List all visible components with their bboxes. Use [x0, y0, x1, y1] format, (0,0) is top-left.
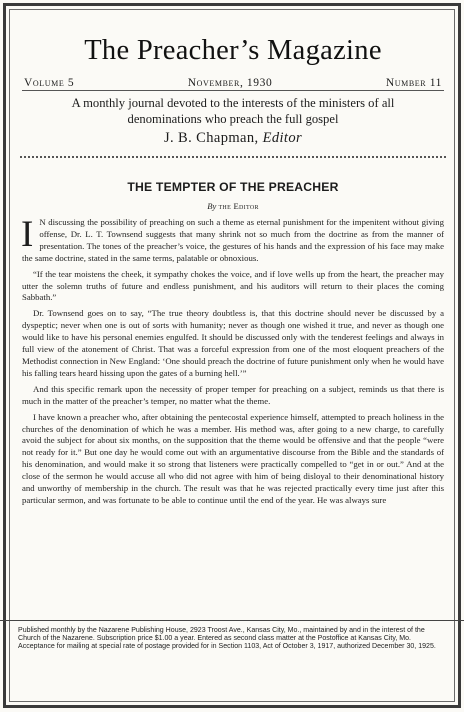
article-paragraph: I have known a preacher who, after obtaining the pentecostal experience himself, attempted to preach holiness in the churches of the denomination of which he was a member. His method was, after going to a new charge, to carefully avoid the subject for about six months, on the supposition that the theme would be offensive and that the people “were not ready for it.” But one day he would come out with an argumentative discourse from the Bible and the standards of his denomination, and would make it so strong that listeners were practically compelled to “get in or out.” And at the close of the sermon he would accuse all who did not agree with him of being disloyal to their denominational history and unworthy of membership in the church. The result was that he was rejected practically every time just after this particular sermon, and was fortunate to be able to continue until the end of the year. He was always sure: [22, 411, 444, 505]
byline-author: the Editor: [218, 201, 259, 211]
article-title: THE TEMPTER OF THE PREACHER: [127, 180, 339, 194]
article-paragraph: “If the tear moistens the cheek, it sympathy chokes the voice, and if love wells up from the heart, the preacher may utter the solemn truths of future and endless punishment, and his auditors will return to their places the coming Sabbath.”: [22, 268, 444, 303]
paragraph-text: N discussing the possibility of preaching on such a theme as eternal punishment for the impenitent without giving offense, Dr. L. T. Townsend suggests that many shrink not so much from the doctrine as from the manner of presentation. The tones of the preacher’s voice, the gestures of his hands and the expression of his face may make the same doctrine, stated in the same terms, palatable or obnoxious.: [22, 217, 444, 263]
volume-label: Volume 5: [24, 77, 75, 89]
issue-line: [22, 77, 444, 91]
editor-name: J. B. Chapman,: [163, 130, 259, 146]
journal-tagline: A monthly journal devoted to the interests of the ministers of all denominations who preach the full gospel: [71, 96, 395, 126]
article-body: [21, 214, 444, 507]
page-content: [22, 24, 444, 698]
magazine-title: The Preacher’s Magazine: [84, 35, 382, 66]
issue-number: Number 11: [385, 77, 442, 89]
byline-by: By: [207, 201, 217, 211]
article-byline: [22, 201, 444, 211]
header-divider: [20, 156, 446, 158]
editor-role: Editor: [262, 130, 303, 146]
article-paragraph: And this specific remark upon the necessity of proper temper for preaching on a subject, reminds us that there is much in the matter of the preacher’s temper, no matter what the theme.: [22, 383, 444, 406]
footer-divider: [0, 620, 464, 621]
article-paragraph: [21, 214, 444, 265]
drop-cap: I: [21, 214, 34, 255]
publication-notice: Published monthly by the Nazarene Publishing House, 2923 Troost Ave., Kansas City, Mo., maintained by and in the interest of the Church of the Nazarene. Subscription price $1.00 a year. Entered as second class matter at the Postoffice at Kansas City, Mo. Acceptance for mailing at special rate of postage provided for in Section 1103, Act of October 3, 1917, authorized December 30, 1925.: [18, 627, 436, 651]
editor-line: [22, 130, 444, 147]
article-paragraph: Dr. Townsend goes on to say, “The true theory doubtless is, that this doctrine should never be discussed by a dyspeptic; never when one is out of sorts with humanity; never as though one wished it true, and never as though one would like to have his personal enemies engulfed. It should be discussed only with the tenderest feelings and always in full view of the atonement of Christ. That was a forceful expression from one of the most eloquent preachers of the Methodist connection in New England: ‘One should preach the doctrine of future punishment only when he would have his falling tears heard hissing upon the gates of a burning hell.’”: [22, 308, 444, 378]
issue-date: November, 1930: [187, 77, 273, 89]
